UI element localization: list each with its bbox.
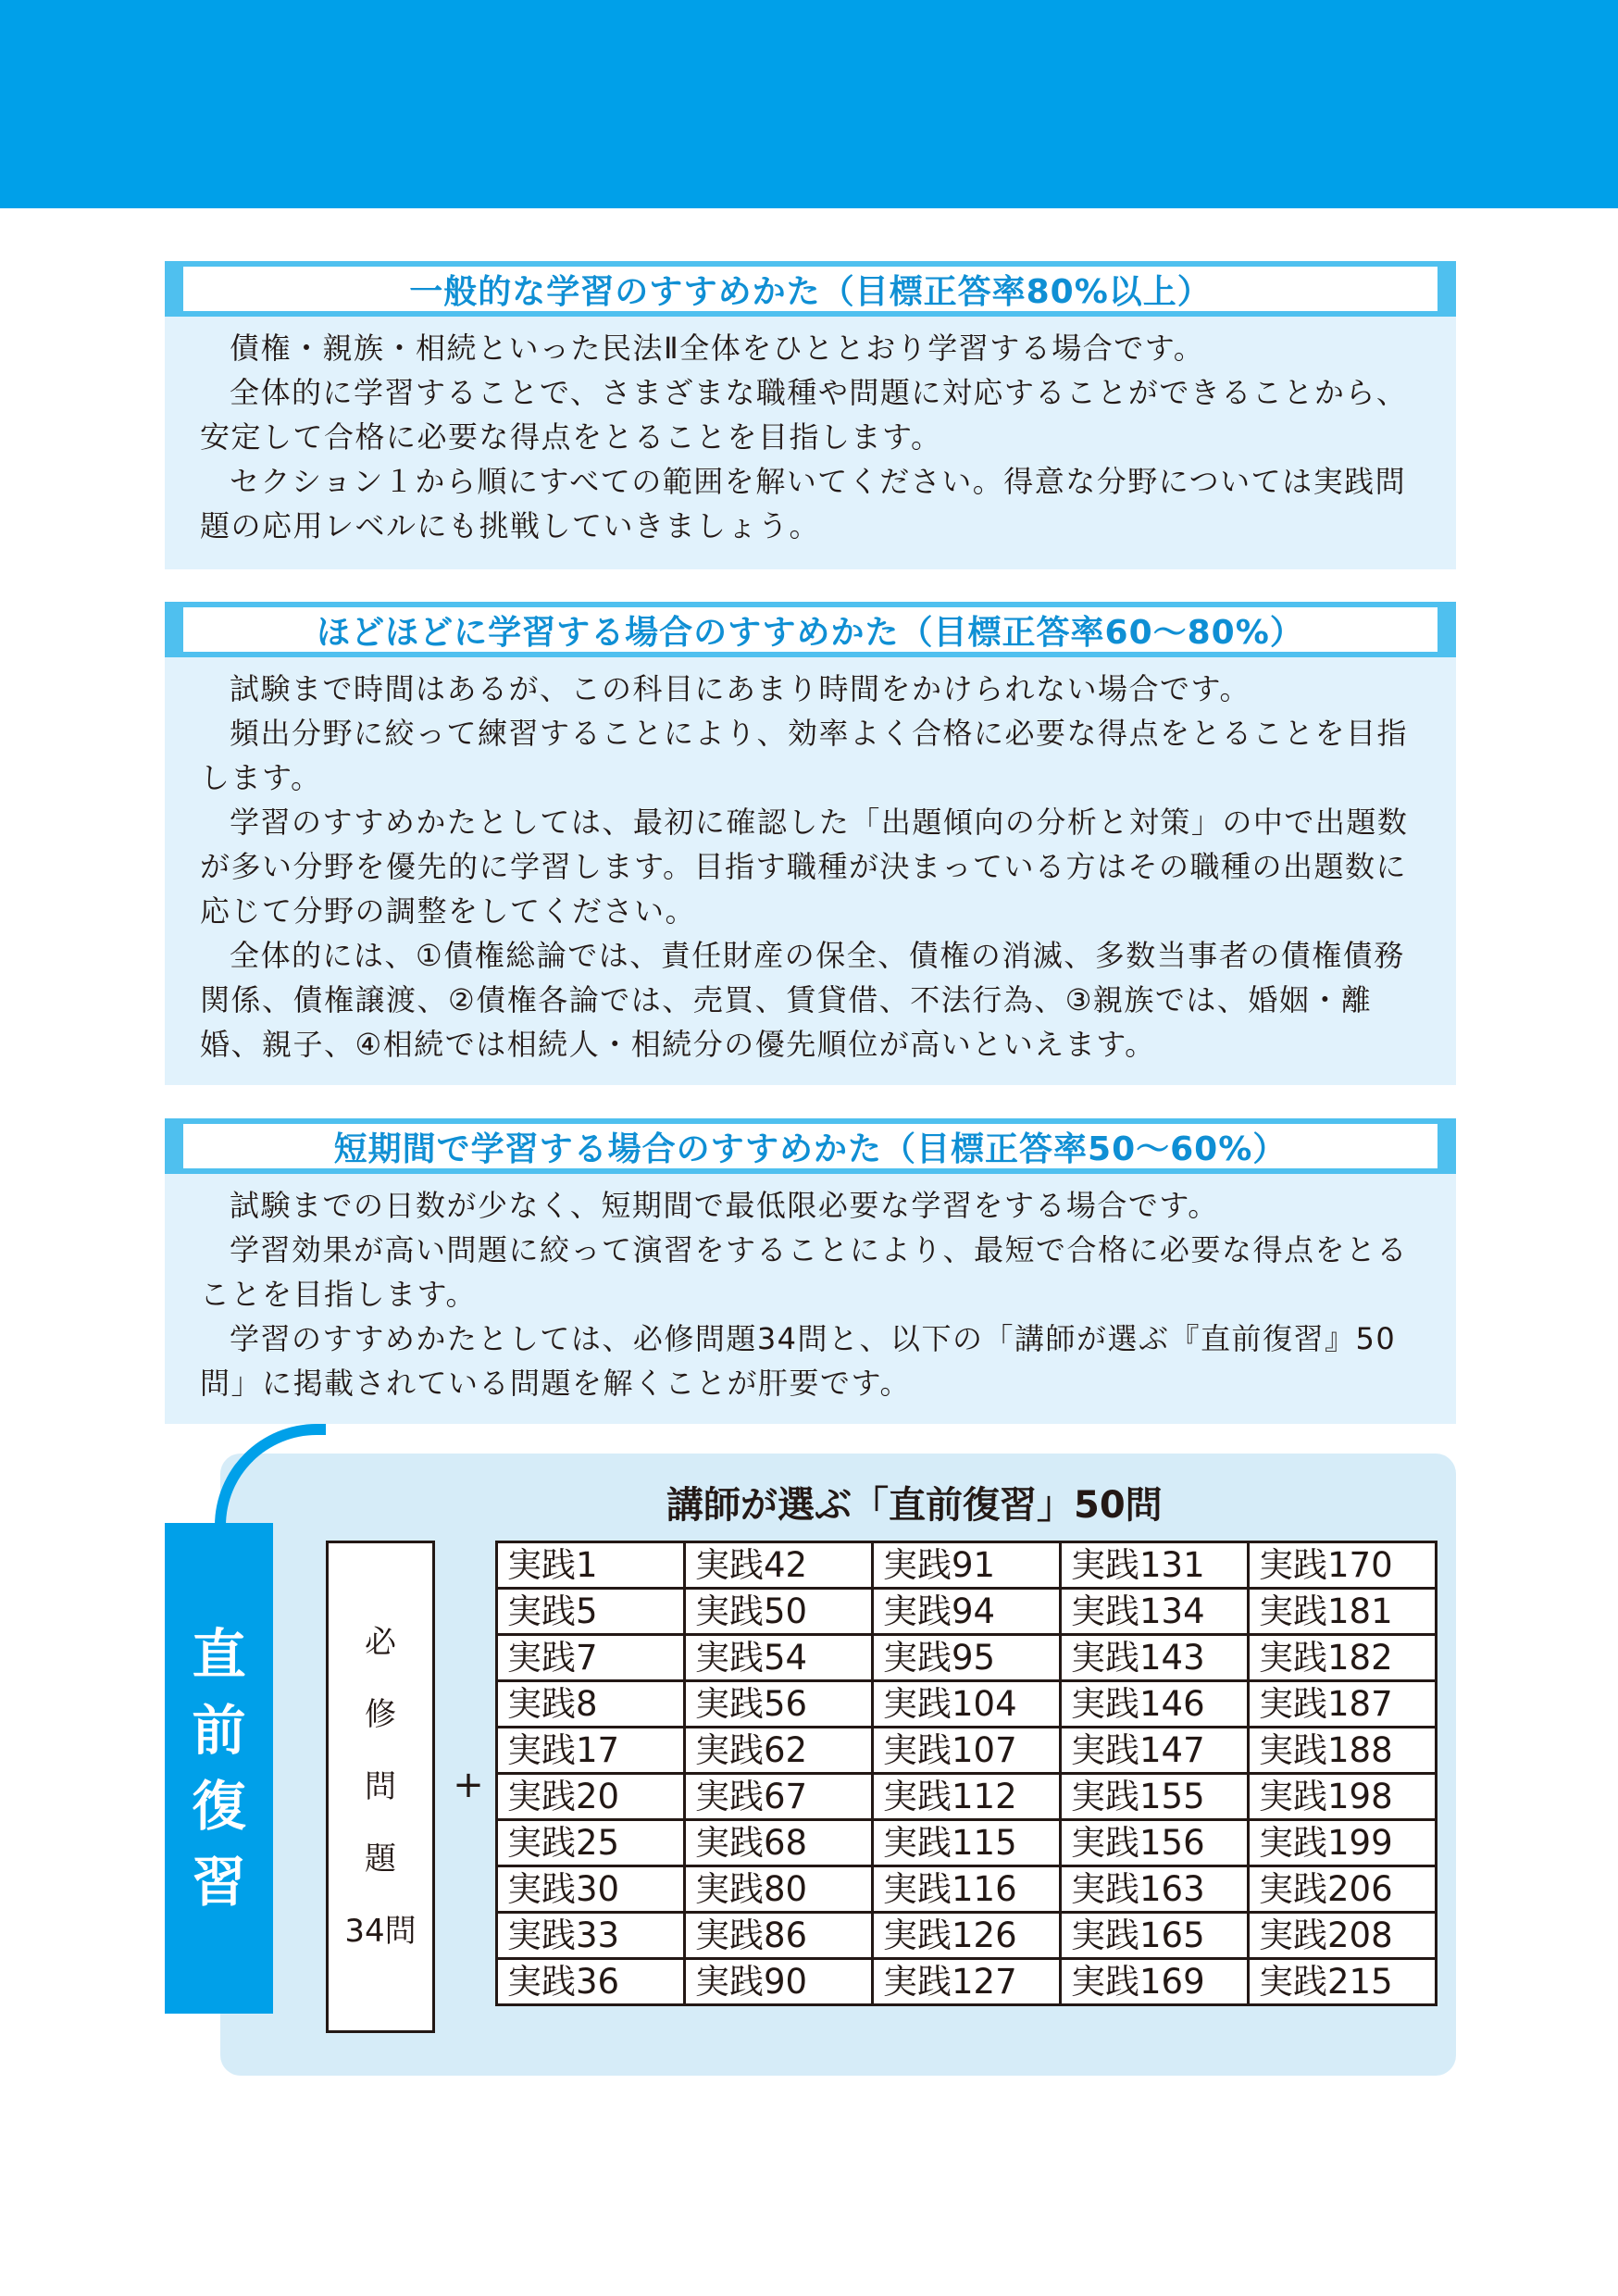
- table-cell: 実践116: [873, 1866, 1061, 1913]
- table-cell: 実践90: [685, 1959, 873, 2005]
- section-header: [165, 602, 1456, 657]
- table-cell: 実践62: [685, 1728, 873, 1774]
- table-cell: 実践169: [1061, 1959, 1249, 2005]
- table-cell: 実践17: [497, 1728, 685, 1774]
- table-cell: 実践147: [1061, 1728, 1249, 1774]
- table-cell: 実践33: [497, 1913, 685, 1959]
- review-label-char: 復: [192, 1775, 246, 1838]
- paragraph: 試験までの日数が少なく、短期間で最低限必要な学習をする場合です。: [230, 1188, 1219, 1223]
- section-header: [165, 261, 1456, 317]
- table-row: [497, 1866, 1437, 1913]
- table-cell: 実践112: [873, 1774, 1061, 1820]
- paragraph: セクション１から順にすべての範囲を解いてください。得意な分野については実践問題の応用レベルにも挑戦していきましょう。: [200, 464, 1407, 543]
- review-label-char: 習: [192, 1851, 246, 1914]
- table-cell: 実践181: [1249, 1589, 1437, 1635]
- table-cell: 実践25: [497, 1820, 685, 1866]
- table-cell: 実践54: [685, 1635, 873, 1681]
- hisshu-char: 問: [365, 1768, 396, 1805]
- table-cell: 実践155: [1061, 1774, 1249, 1820]
- table-cell: 実践30: [497, 1866, 685, 1913]
- table-cell: 実践67: [685, 1774, 873, 1820]
- table-cell: 実践146: [1061, 1681, 1249, 1728]
- table-cell: 実践215: [1249, 1959, 1437, 2005]
- table-cell: 実践206: [1249, 1866, 1437, 1913]
- table-row: [497, 1542, 1437, 1589]
- hisshu-char: 必: [365, 1624, 396, 1661]
- table-cell: 実践198: [1249, 1774, 1437, 1820]
- table-cell: 実践1: [497, 1542, 685, 1589]
- table-cell: 実践156: [1061, 1820, 1249, 1866]
- table-row: [497, 1913, 1437, 1959]
- table-row: [497, 1820, 1437, 1866]
- paragraph: 全体的には、①債権総論では、責任財産の保全、債権の消滅、多数当事者の債権債務関係、債権譲渡、②債権各論では、売買、賃貸借、不法行為、③親族では、婚姻・離婚、親子、④相続では相続人・相続分の優先順位が高いといえます。: [200, 938, 1405, 1062]
- table-cell: 実践94: [873, 1589, 1061, 1635]
- table-cell: 実践104: [873, 1681, 1061, 1728]
- table-cell: 実践134: [1061, 1589, 1249, 1635]
- table-cell: 実践95: [873, 1635, 1061, 1681]
- table-cell: 実践8: [497, 1681, 685, 1728]
- table-cell: 実践42: [685, 1542, 873, 1589]
- table-cell: 実践143: [1061, 1635, 1249, 1681]
- section-short-term: [165, 1118, 1456, 1424]
- decorative-curve: [215, 1424, 326, 1526]
- hisshu-char: 修: [365, 1696, 396, 1733]
- table-cell: 実践36: [497, 1959, 685, 2005]
- table-cell: 実践86: [685, 1913, 873, 1959]
- section-moderate: [165, 602, 1456, 1085]
- table-cell: 実践131: [1061, 1542, 1249, 1589]
- table-row: [497, 1681, 1437, 1728]
- section-body: [200, 1183, 1431, 1405]
- paragraph: 全体的に学習することで、さまざまな職種や問題に対応することができることから、安定して合格に必要な得点をとることを目指します。: [200, 375, 1408, 455]
- table-cell: 実践7: [497, 1635, 685, 1681]
- table-cell: 実践182: [1249, 1635, 1437, 1681]
- table-cell: 実践170: [1249, 1542, 1437, 1589]
- review-table-body: [497, 1542, 1437, 2005]
- paragraph: 頻出分野に絞って練習することにより、効率よく合格に必要な得点をとることを目指します。: [200, 716, 1409, 795]
- review-title: 講師が選ぶ「直前復習」50問: [666, 1484, 1163, 1527]
- table-cell: 実践68: [685, 1820, 873, 1866]
- review-label: [165, 1523, 273, 2014]
- section-title: 一般的な学習のすすめかた（目標正答率80%以上）: [183, 267, 1438, 311]
- section-general: [165, 261, 1456, 569]
- table-cell: 実践107: [873, 1728, 1061, 1774]
- table-cell: 実践208: [1249, 1913, 1437, 1959]
- table-row: [497, 1959, 1437, 2005]
- table-cell: 実践20: [497, 1774, 685, 1820]
- table-cell: 実践50: [685, 1589, 873, 1635]
- table-row: [497, 1728, 1437, 1774]
- paragraph: 試験まで時間はあるが、この科目にあまり時間をかけられない場合です。: [230, 671, 1251, 706]
- section-body: [200, 667, 1431, 1067]
- table-cell: 実践187: [1249, 1681, 1437, 1728]
- paragraph: 学習のすすめかたとしては、最初に確認した「出題傾向の分析と対策」の中で出題数が多い分野を優先的に学習します。目指す職種が決まっている方はその職種の出題数に応じて分野の調整をしてください。: [200, 805, 1409, 929]
- table-row: [497, 1774, 1437, 1820]
- plus-sign: +: [453, 1764, 484, 1806]
- top-banner: [0, 0, 1618, 208]
- review-problem-table: [495, 1541, 1438, 2006]
- table-cell: 実践56: [685, 1681, 873, 1728]
- table-cell: 実践115: [873, 1820, 1061, 1866]
- table-cell: 実践91: [873, 1542, 1061, 1589]
- table-cell: 実践127: [873, 1959, 1061, 2005]
- table-cell: 実践165: [1061, 1913, 1249, 1959]
- hisshu-char: 題: [365, 1841, 396, 1878]
- section-body: [200, 326, 1431, 548]
- section-header: [165, 1118, 1456, 1174]
- review-label-char: 直: [192, 1623, 246, 1686]
- hisshu-count: 34問: [344, 1913, 417, 1950]
- section-title: 短期間で学習する場合のすすめかた（目標正答率50～60%）: [183, 1124, 1438, 1168]
- table-cell: 実践163: [1061, 1866, 1249, 1913]
- paragraph: 学習のすすめかたとしては、必修問題34問と、以下の「講師が選ぶ『直前復習』50問」に掲載されている問題を解くことが肝要です。: [200, 1321, 1397, 1401]
- table-cell: 実践5: [497, 1589, 685, 1635]
- table-row: [497, 1589, 1437, 1635]
- hisshu-box: [326, 1541, 435, 2033]
- table-cell: 実践199: [1249, 1820, 1437, 1866]
- table-cell: 実践188: [1249, 1728, 1437, 1774]
- table-cell: 実践126: [873, 1913, 1061, 1959]
- review-label-char: 前: [192, 1699, 246, 1762]
- table-row: [497, 1635, 1437, 1681]
- paragraph: 学習効果が高い問題に絞って演習をすることにより、最短で合格に必要な得点をとることを目指します。: [200, 1232, 1409, 1312]
- paragraph: 債権・親族・相続といった民法Ⅱ全体をひととおり学習する場合です。: [230, 331, 1205, 366]
- section-title: ほどほどに学習する場合のすすめかた（目標正答率60～80%）: [183, 607, 1438, 652]
- table-cell: 実践80: [685, 1866, 873, 1913]
